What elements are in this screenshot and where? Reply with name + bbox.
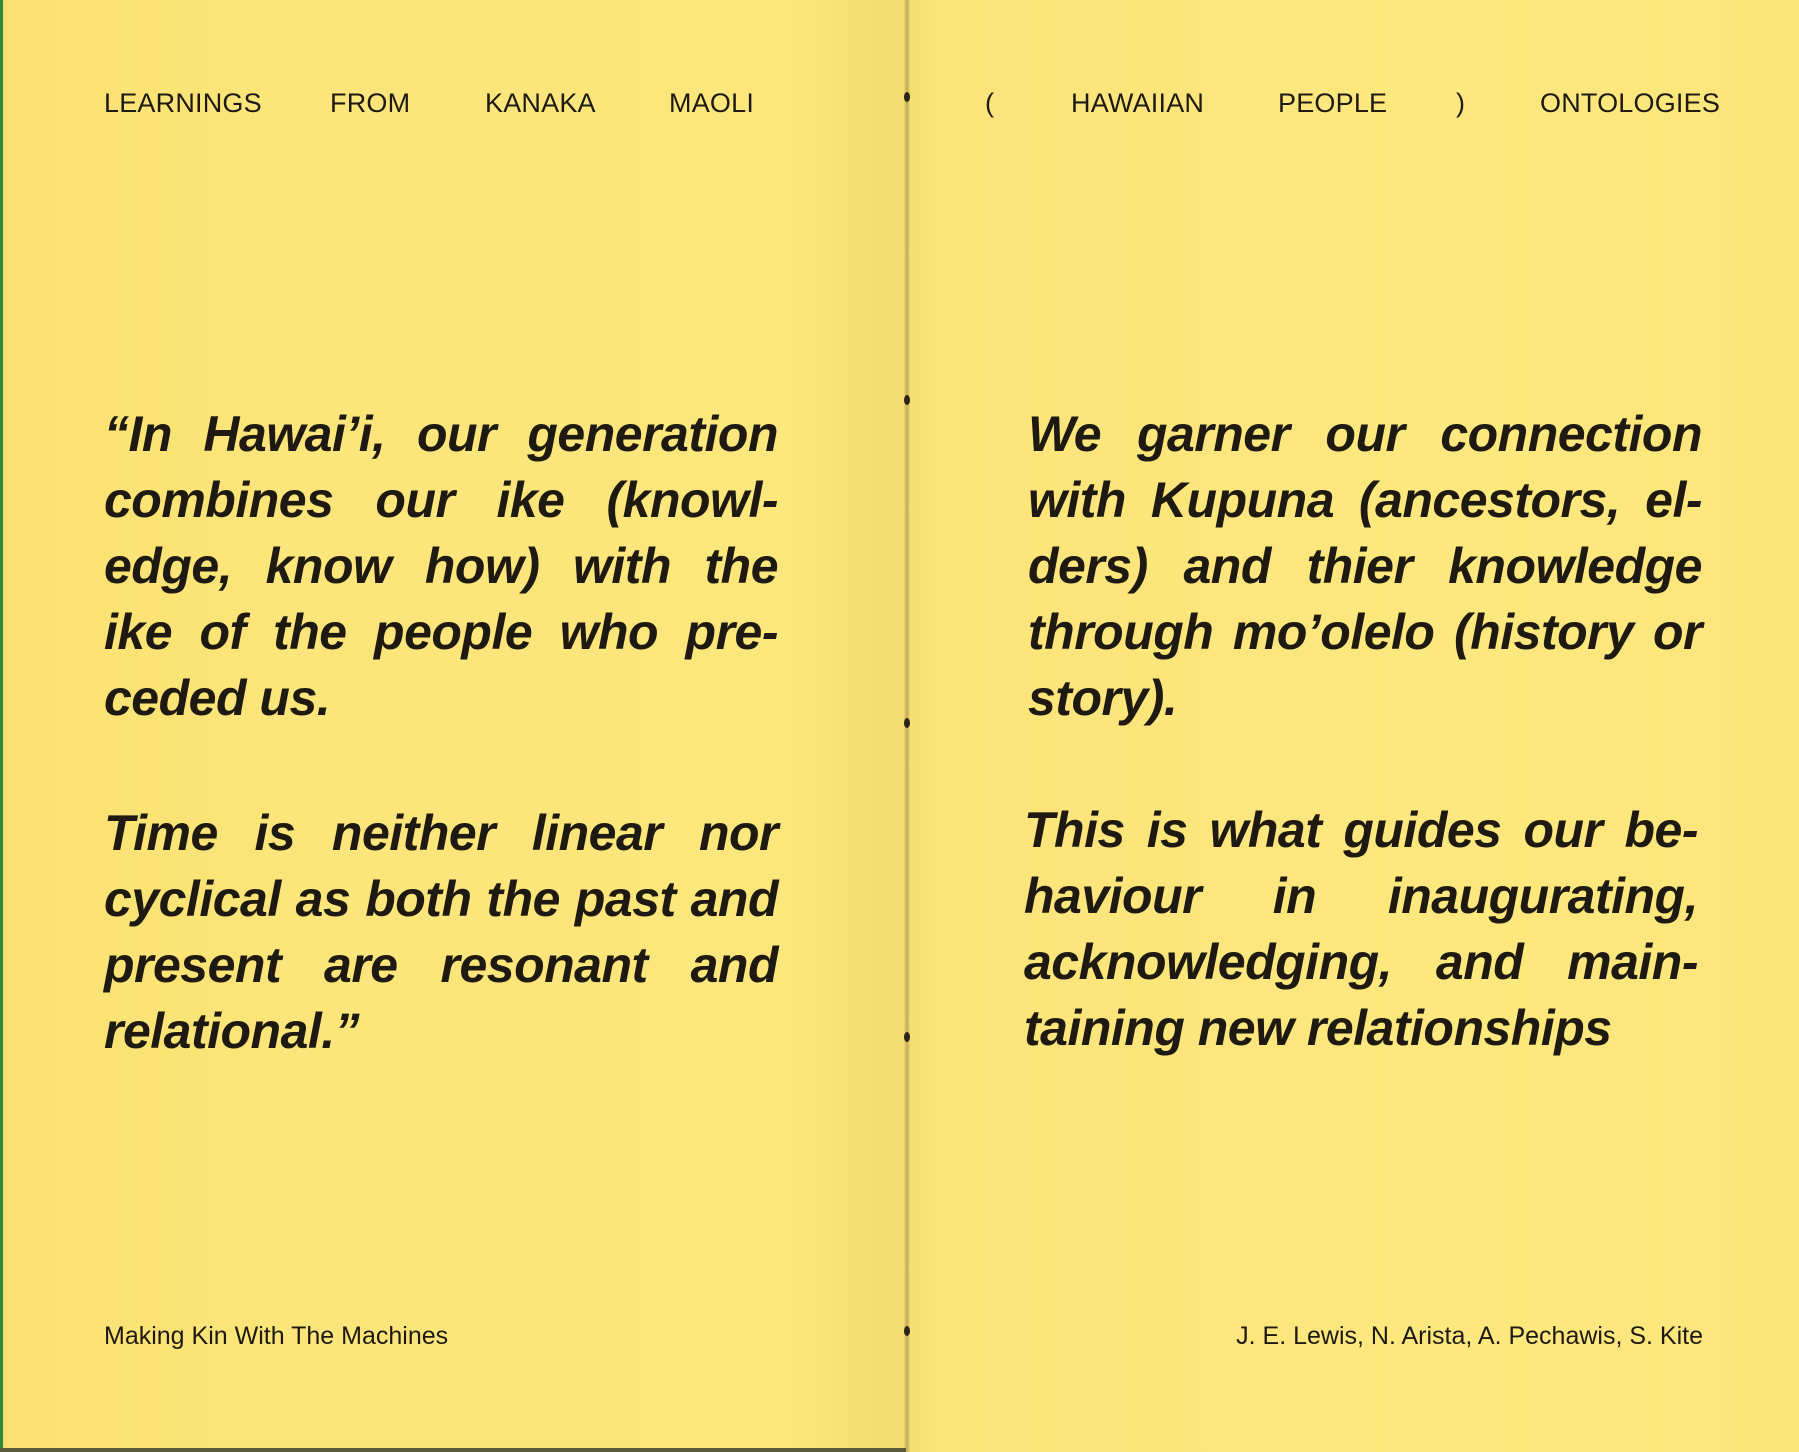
header-word: ONTOLOGIES (1540, 88, 1721, 118)
right-text-paragraph-1: We garner our connection with Kupuna (ancestors, el-ders) and thier knowledge through mo’olelo (history or story). (1028, 406, 1702, 726)
header-word: MAOLI (669, 88, 755, 118)
page-bottom-edge (0, 1448, 906, 1452)
header-word: ( (985, 88, 995, 118)
binding-staple (904, 395, 910, 405)
page-edge (0, 0, 3, 1452)
left-quote-paragraph-1: “In Hawai’i, our generation combines our ike (knowl-edge, know how) with the ike of the people who pre-ceded us. (104, 406, 778, 726)
header-word: LEARNINGS (104, 88, 262, 118)
header-word: KANAKA (485, 88, 596, 118)
header-word: PEOPLE (1278, 88, 1388, 118)
left-quote-paragraph-2: Time is neither linear nor cyclical as both the past and present are resonant and relational.” (104, 805, 778, 1059)
header-word: HAWAIIAN (1071, 88, 1205, 118)
header-word: FROM (330, 88, 411, 118)
binding-staple (904, 92, 910, 102)
binding-staple (904, 1326, 910, 1336)
right-footer-authors: J. E. Lewis, N. Arista, A. Pechawis, S. Kite (1236, 1322, 1703, 1350)
binding-staple (904, 718, 910, 728)
binding-staple (904, 1032, 910, 1042)
right-text-paragraph-2: This is what guides our be-haviour in inaugurating, acknowledging, and main-taining new relationships (1024, 802, 1698, 1056)
left-footer-title: Making Kin With The Machines (104, 1322, 449, 1350)
header-word: ) (1456, 88, 1466, 118)
